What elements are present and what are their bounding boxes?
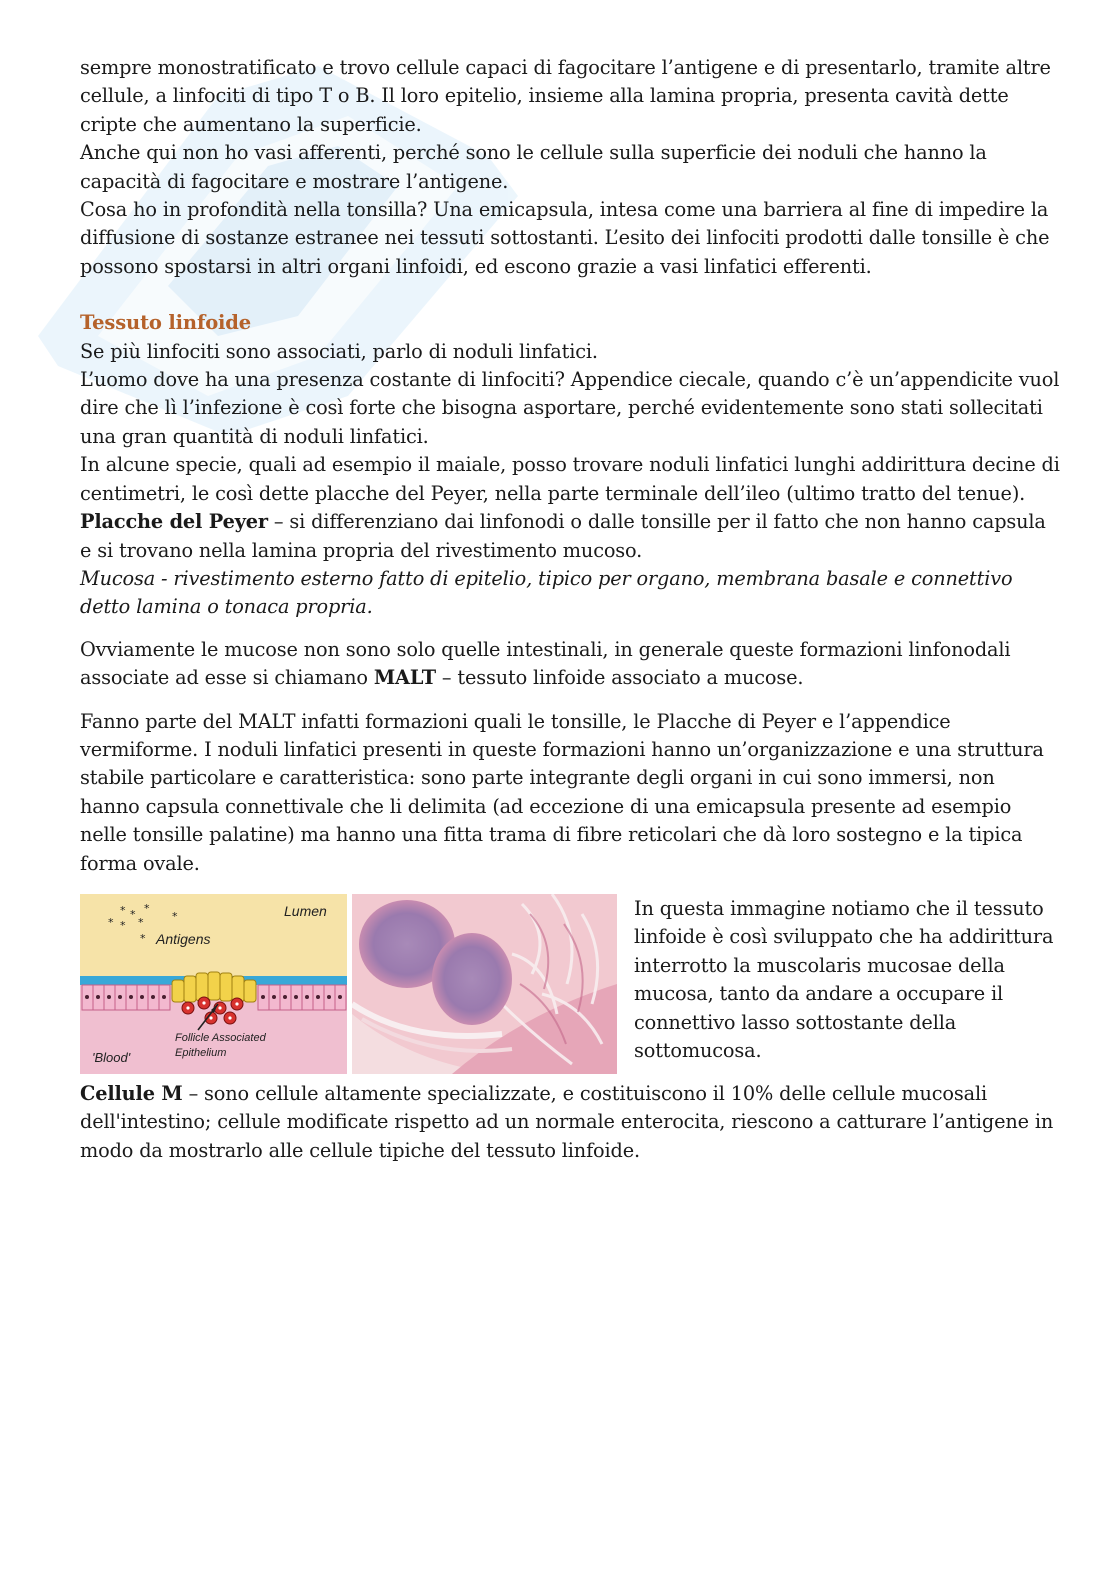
cellule-m-definition: – sono cellule altamente specializzate, e costituiscono il 10% delle cellule mucosali dell'intestino; cellule modificate rispetto ad un normale enterocita, riescono a catturare l’antigene in modo da mostrarlo alle cellule tipiche del tessuto linfoide. [80,1081,1054,1162]
svg-text:*: * [144,901,150,915]
malt-post: – tessuto linfoide associato a mucose. [435,666,804,690]
intro-paragraph-1: sempre monostratificato e trovo cellule capaci di fagocitare l’antigene e di presentarlo, tramite altre cellule, a linfociti di tipo T o B. Il loro epitelio, insieme alla lamina propria, presenta cavità dette cripte che aumentano la superficie. [80,56,1051,136]
label-fae-2: Epithelium [175,1046,227,1059]
label-antigens: Antigens [156,930,211,947]
peyer-definition: – si differenziano dai linfonodi o dalle tonsille per il fatto che non hanno capsula e si trovano nella lamina propria del rivestimento mucoso. [80,510,1046,562]
intro-paragraph-3: Cosa ho in profondità nella tonsilla? Una emicapsula, intesa come una barriera al fine di impedire la diffusione di sostanze estranee nei tessuti sottostanti. L’esito dei linfociti prodotti dalle tonsille è che possono spostarsi in altri organi linfoidi, ed escono grazie a vasi linfatici efferenti. [80,198,1050,278]
label-lumen: Lumen [284,902,327,919]
intro-paragraph-2: Anche qui non ho vasi afferenti, perché sono le cellule sulla superficie dei noduli che hanno la capacità di fagocitare e mostrare l’antigene. [80,141,987,193]
document-page [80,54,1060,1165]
mucosa-note-text: Mucosa - rivestimento esterno fatto di epitelio, tipico per organo, membrana basale e connettivo detto lamina o tonaca propria. [80,566,1013,619]
svg-text:*: * [108,915,114,929]
cellule-m-paragraph [80,1080,1060,1165]
malt-term: MALT [373,666,436,690]
malt-pre: Ovviamente le mucose non sono solo quelle intestinali, in generale queste formazioni linfonodali associate ad esse si chiamano [80,637,1011,690]
histology-micrograph [352,894,617,1074]
svg-text:*: * [172,909,178,923]
section-paragraph-2: L’uomo dove ha una presenza costante di linfociti? Appendice ciecale, quando c’è un’appendicite vuol dire che lì l’infezione è così forte che bisogna asportare, perché evidentemente sono stati sollecitati una gran quantità di noduli linfatici. [80,368,1060,448]
section-heading: Tessuto linfoide [80,311,252,335]
svg-text:*: * [130,907,136,921]
figure-caption: In questa immagine notiamo che il tessuto linfoide è così sviluppato che ha addirittura interrotto la muscolaris mucosae della mucosa, tanto da andare a occupare il connettivo lasso sottostante della sottomucosa. [634,896,1054,1062]
label-blood: 'Blood' [92,1049,131,1065]
section-paragraph-1: Se più linfociti sono associati, parlo di noduli linfatici. [80,339,598,363]
fae-diagram [80,894,347,1074]
peyer-term: Placche del Peyer [80,510,268,534]
svg-text:*: * [120,903,126,917]
svg-text:*: * [140,931,146,945]
malt-paragraph [80,636,1060,693]
malt-paragraph-2: Fanno parte del MALT infatti formazioni quali le tonsille, le Placche di Peyer e l’appendice vermiforme. I noduli linfatici presenti in queste formazioni hanno un’organizzazione e una struttura stabile particolare e caratteristica: sono parte integrante degli organi in cui sono immersi, non hanno capsula connettivale che li delimita (ad eccezione di una emicapsula presente ad esempio nelle tonsille palatine) ma hanno una fitta trama di fibre reticolari che dà loro sostegno e la tipica forma ovale. [80,709,1044,875]
svg-text:*: * [120,918,126,932]
mucosa-note [80,565,1060,622]
cellule-m-term: Cellule M [80,1081,183,1105]
figure-row [80,894,1060,1076]
svg-text:*: * [138,915,144,929]
label-fae-1: Follicle Associated [175,1031,266,1044]
peyer-paragraph [80,508,1060,565]
section-paragraph-3: In alcune specie, quali ad esempio il maiale, posso trovare noduli linfatici lunghi addirittura decine di centimetri, le così dette placche del Peyer, nella parte terminale dell’ileo (ultimo tratto del tenue). [80,453,1060,505]
